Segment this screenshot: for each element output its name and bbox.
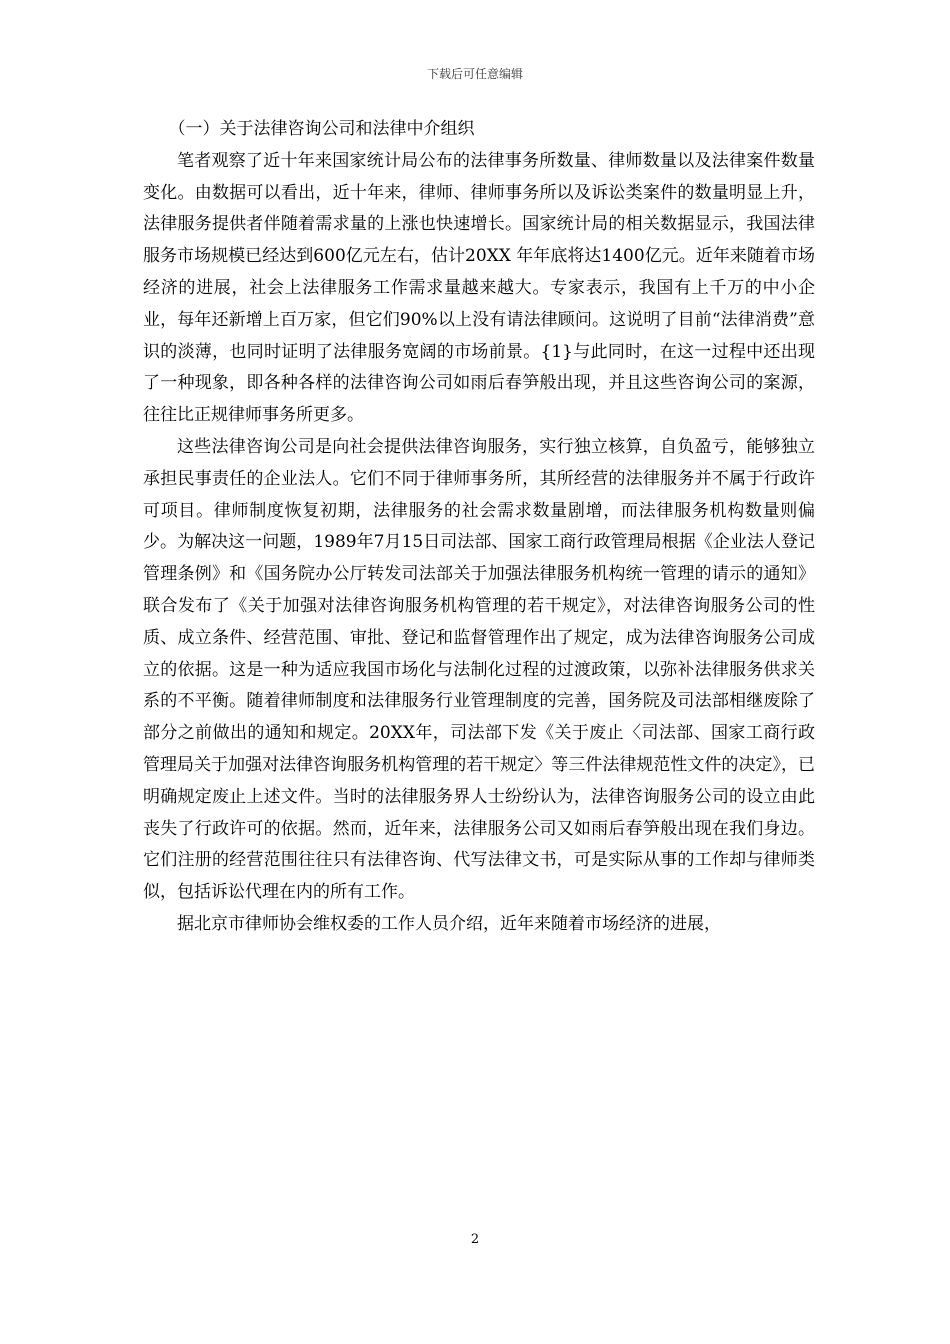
section-heading: （一）关于法律咨询公司和法律中介组织 — [168, 119, 475, 139]
paragraph-2: 这些法律咨询公司是向社会提供法律咨询服务，实行独立核算，自负盈亏，能够独立承担民事责任的企业法人。它们不同于律师事务所，其所经营的法律服务并不属于行政许可项目。律师制度恢复初期，法律服务的社会需求数量剧增，而法律服务机构数量则偏少。为解决这一问题，1989年7月15日司法部、国家工商行政管理局根据《企业法人登记管理条例》和《国务院办公厅转发司法部关于加强法律服务机构统一管理的请示的通知》联合发布了《关于加强对法律咨询服务机构管理的若干规定》，对法律咨询服务公司的性质、成立条件、经营范围、审批、登记和监督管理作出了规定，成为法律咨询服务公司成立的依据。这是一种为适应我国市场化与法制化过程的过渡政策，以弥补法律服务供求关系的不平衡。随着律师制度和法律服务行业管理制度的完善，国务院及司法部相继废除了部分之前做出的通知和规定。20XX年，司法部下发《关于废止〈司法部、国家工商行政管理局关于加强对法律咨询服务机构管理的若干规定〉等三件法律规范性文件的决定》，已明确规定废止上述文件。当时的法律服务界人士纷纷认为，法律咨询服务公司的设立由此丧失了行政许可的依据。然而，近年来，法律服务公司又如雨后春笋般出现在我们身边。它们注册的经营范围往往只有法律咨询、代写法律文书，可是实际从事的工作却与律师类似，包括诉讼代理在内的所有工作。 — [143, 436, 815, 903]
page-number: 2 — [470, 1232, 480, 1247]
paragraph-1: 笔者观察了近十年来国家统计局公布的法律事务所数量、律师数量以及法律案件数量变化。由数据可以看出，近十年来，律师、律师事务所以及诉讼类案件的数量明显上升，法律服务提供者伴随着需求量的上涨也快速增长。国家统计局的相关数据显示，我国法律服务市场规模已经达到600亿元左右，估计20XX 年年底将达1400亿元。近年来随着市场经济的进展，社会上法律服务工作需求量越来越大。专家表示，我国有上千万的中小企业，每年还新增上百万家，但它们90%以上没有请法律顾问。这说明了目前“法律消费”意识的淡薄，也同时证明了法律服务宽阔的市场前景。{1}与此同时，在这一过程中还出现了一种现象，即各种各样的法律咨询公司如雨后春笋般出现，并且这些咨询公司的案源，往往比正规律师事务所更多。 — [143, 150, 815, 426]
document-body — [143, 114, 815, 941]
paragraph-3: 据北京市律师协会维权委的工作人员介绍，近年来随着市场经济的进展， — [177, 913, 721, 934]
page-header: 下载后可任意编辑 — [426, 67, 523, 81]
